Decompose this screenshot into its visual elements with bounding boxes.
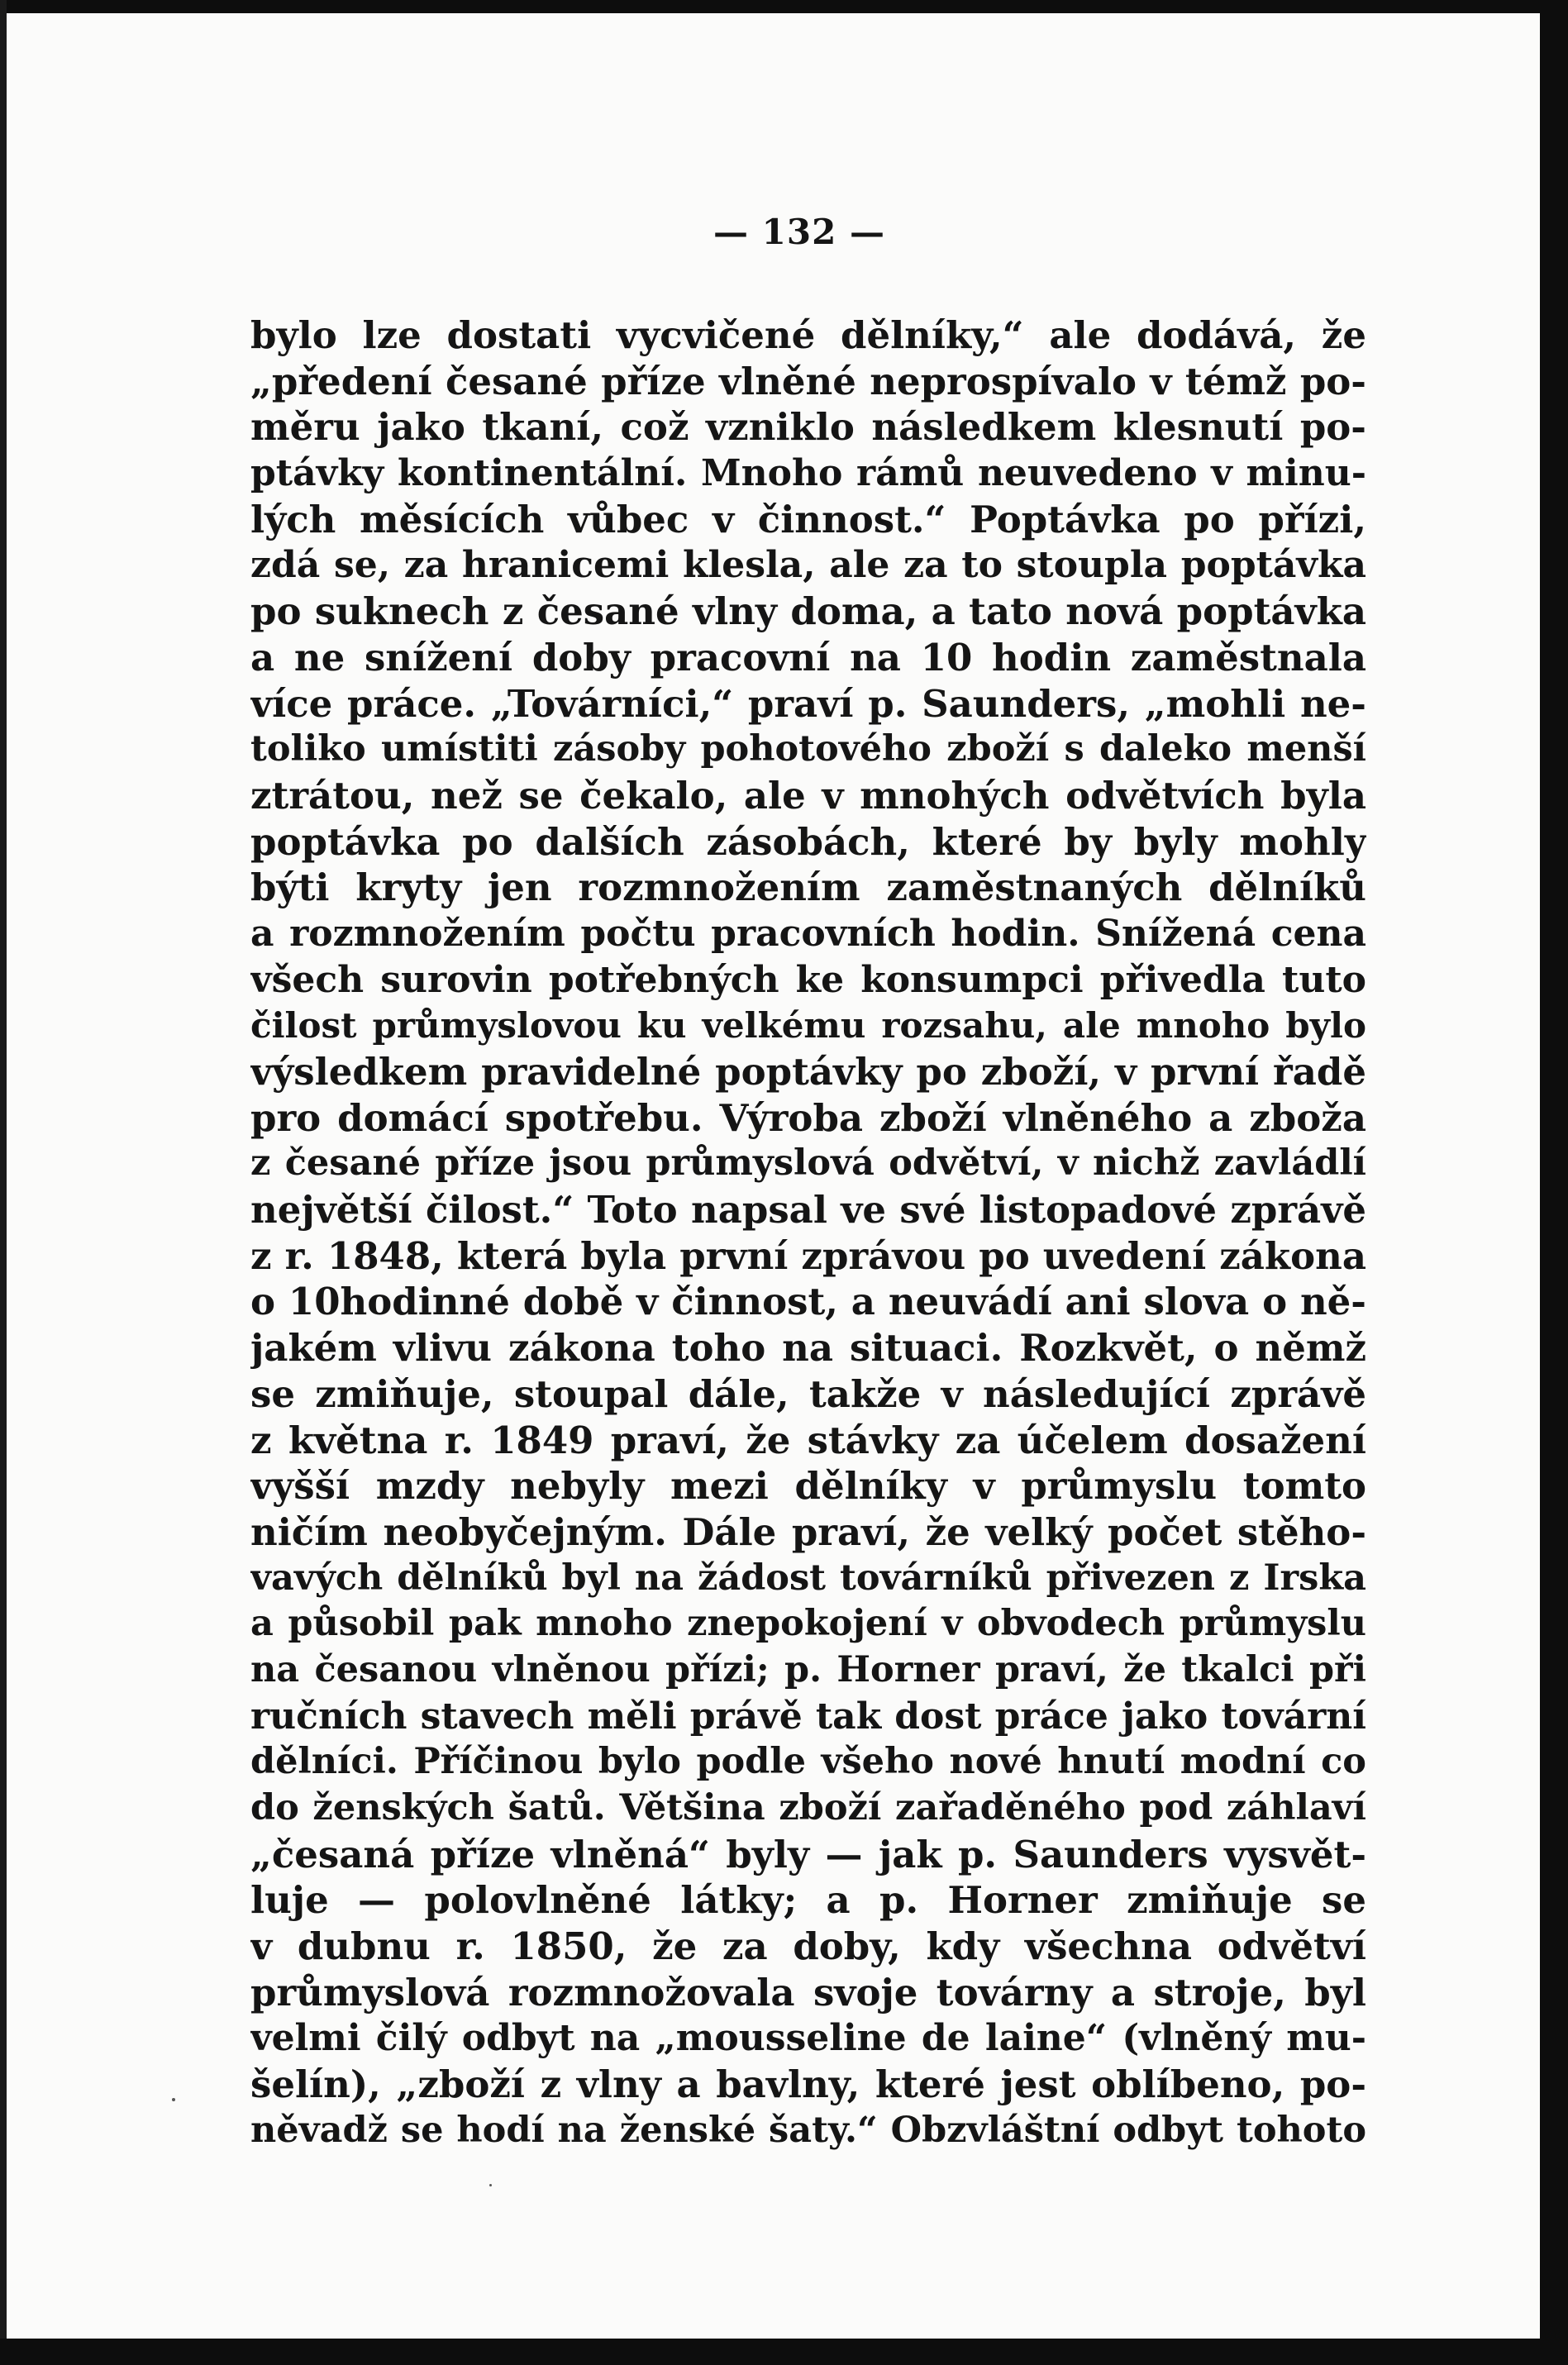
text-line: luje — polovlněné látky; a p. Horner zmiňuje se xyxy=(250,1878,1366,1923)
text-line: vyšší mzdy nebyly mezi dělníky v průmyslu tomto xyxy=(250,1464,1366,1509)
text-line: o 10hodinné době v činnost, a neuvádí ani slova o ně- xyxy=(250,1280,1366,1324)
text-line: zdá se, za hranicemi klesla, ale za to stoupla poptávka xyxy=(250,544,1366,587)
text-line: bylo lze dostati vycvičené dělníky,“ ale dodává, že xyxy=(250,313,1366,357)
text-line: jakém vlivu zákona toho na situaci. Rozkvět, o němž xyxy=(250,1326,1366,1371)
text-line: ručních stavech měli právě tak dost práce jako tovární xyxy=(250,1695,1366,1738)
text-line: velmi čilý odbyt na „mousseline de laine“ (vlněný mu- xyxy=(250,2017,1366,2060)
text-line: pro domácí spotřebu. Výroba zboží vlněného a zboža xyxy=(250,1095,1366,1140)
text-line: z května r. 1849 praví, že stávky za účelem dosažení xyxy=(250,1418,1366,1462)
text-line: ptávky kontinentální. Mnoho rámů neuvedeno v minu- xyxy=(250,452,1366,495)
text-line: dělníci. Příčinou bylo podle všeho nové hnutí modní co xyxy=(250,1741,1366,1783)
text-line: ničím neobyčejným. Dále praví, že velký počet stěho- xyxy=(250,1509,1366,1554)
text-line: ztrátou, než se čekalo, ale v mnohých odvětvích byla xyxy=(250,773,1366,818)
text-line: vavých dělníků byl na žádost továrníků přivezen z Irska xyxy=(250,1557,1366,1599)
scan-border-right xyxy=(1540,0,1568,2365)
text-line: něvadž se hodí na ženské šaty.“ Obzvláštní odbyt tohoto xyxy=(250,2109,1366,2151)
text-line: „předení česané příze vlněné neprospívalo v témž po- xyxy=(250,359,1366,403)
text-line: čilost průmyslovou ku velkému rozsahu, ale mnoho bylo xyxy=(250,1005,1366,1047)
text-line: výsledkem pravidelné poptávky po zboží, v první řadě xyxy=(250,1050,1366,1094)
text-line: z r. 1848, která byla první zprávou po uvedení zákona xyxy=(250,1233,1366,1278)
text-line: v dubnu r. 1850, že za doby, kdy všechna odvětví xyxy=(250,1924,1366,1969)
dust-speck xyxy=(172,2098,175,2101)
text-line: a ne snížení doby pracovní na 10 hodin zaměstnala xyxy=(250,635,1366,679)
scan-border-top xyxy=(0,0,1568,13)
text-line: „česaná příze vlněná“ byly — jak p. Saunders vysvět- xyxy=(250,1832,1366,1876)
text-line: býti kryty jen rozmnožením zaměstnaných dělníků xyxy=(250,865,1366,910)
text-line: šelín), „zboží z vlny a bavlny, které jest oblíbeno, po- xyxy=(250,2062,1366,2107)
dust-speck xyxy=(489,2184,492,2186)
text-line: na česanou vlněnou přízi; p. Horner praví, že tkalci při xyxy=(250,1648,1366,1690)
text-line: všech surovin potřebných ke konsumpci přivedla tuto xyxy=(250,958,1366,1001)
text-line: a působil pak mnoho znepokojení v obvodech průmyslu xyxy=(250,1603,1366,1645)
page-number: — 132 — xyxy=(713,212,885,252)
text-line: měru jako tkaní, což vzniklo následkem klesnutí po- xyxy=(250,405,1366,450)
body-text xyxy=(250,312,1366,2154)
text-line: více práce. „Továrníci,“ praví p. Saunders, „mohli ne- xyxy=(250,681,1366,726)
text-line: lých měsících vůbec v činnost.“ Poptávka po přízi, xyxy=(250,497,1366,541)
text-line: toliko umístiti zásoby pohotového zboží s daleko menší xyxy=(250,728,1366,770)
text-line: největší čilost.“ Toto napsal ve své listopadové zprávě xyxy=(250,1188,1366,1233)
text-line: po suknech z česané vlny doma, a tato nová poptávka xyxy=(250,589,1366,634)
text-line: do ženských šatů. Většina zboží zařaděného pod záhlaví xyxy=(250,1787,1366,1829)
text-line: se zmiňuje, stoupal dále, takže v následující zprávě xyxy=(250,1371,1366,1416)
text-line: z česané příze jsou průmyslová odvětví, v nichž zavládlí xyxy=(250,1142,1366,1185)
text-line: průmyslová rozmnožovala svoje továrny a stroje, byl xyxy=(250,1970,1366,2015)
scan-border-bottom xyxy=(0,2339,1568,2365)
text-line: poptávka po dalších zásobách, které by byly mohly xyxy=(250,819,1366,864)
text-line: a rozmnožením počtu pracovních hodin. Snížená cena xyxy=(250,912,1366,955)
scan-border-left xyxy=(0,0,7,2365)
